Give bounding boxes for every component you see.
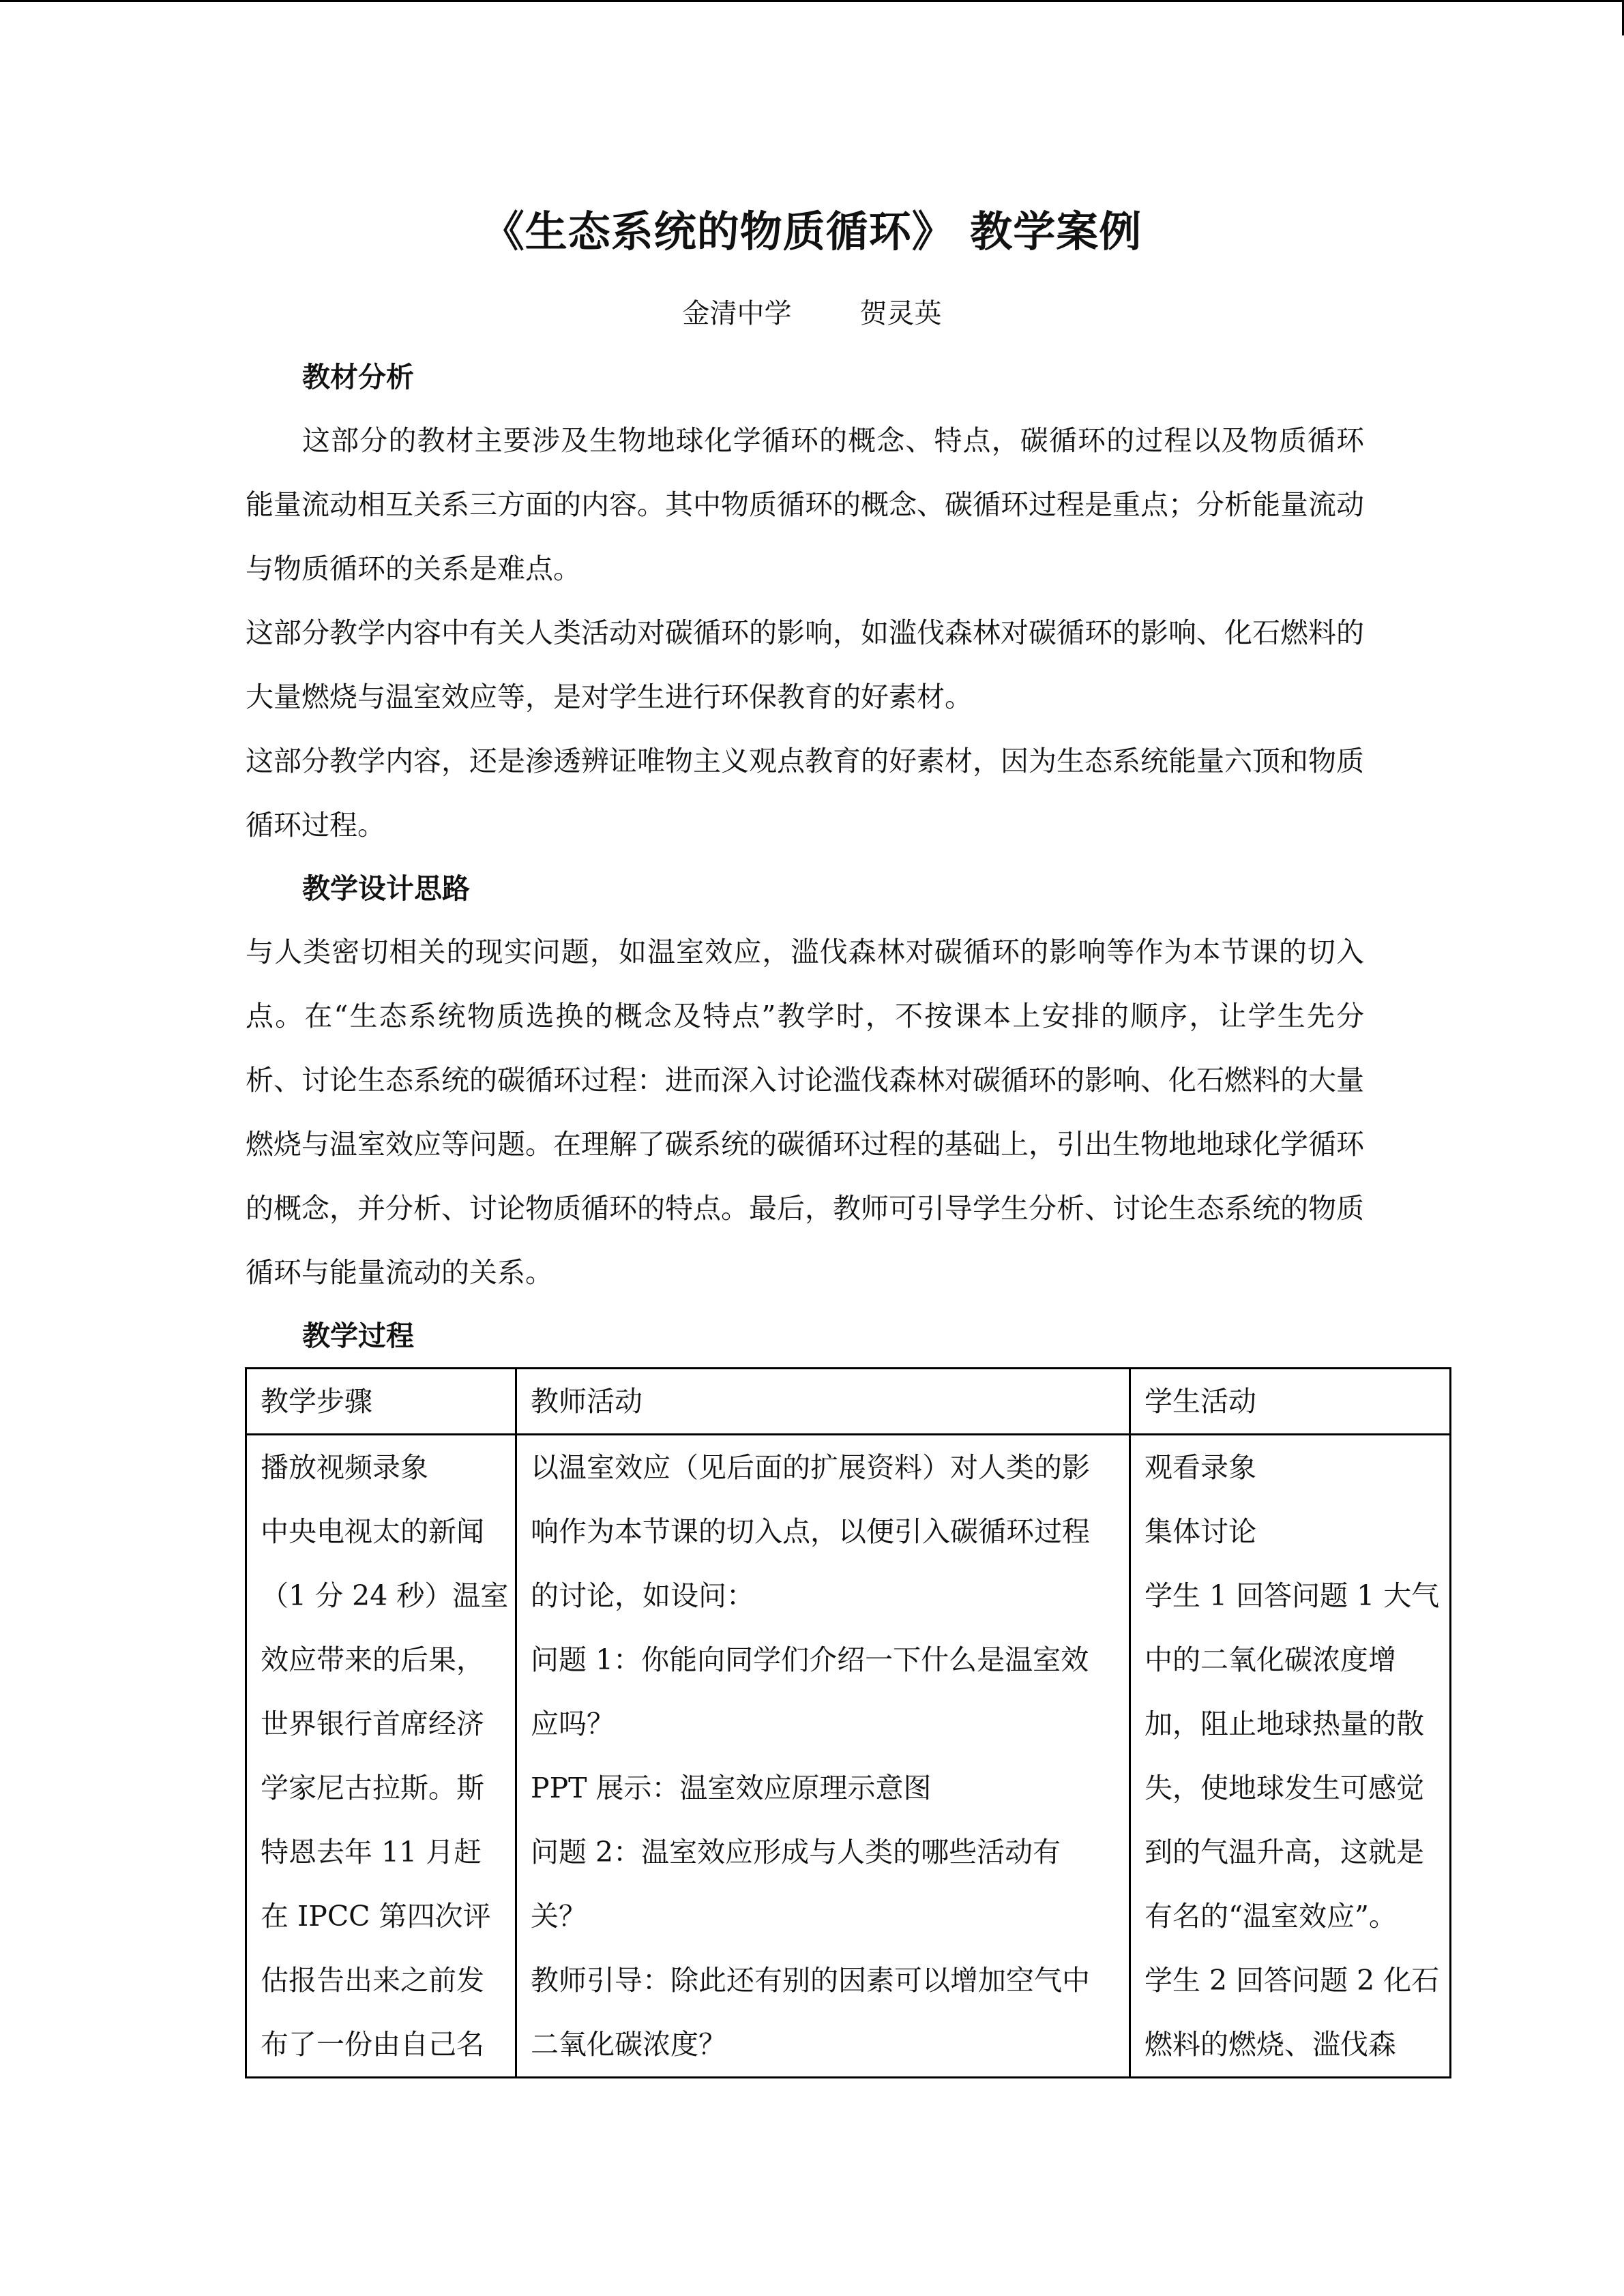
- step-line: 估报告出来之前发: [261, 1964, 484, 1997]
- teacher-line: 问题 2：温室效应形成与人类的哪些活动有: [531, 1836, 1061, 1868]
- step-line: （1 分 24 秒）温室: [261, 1579, 509, 1612]
- heading-process: 教学过程: [302, 1320, 414, 1352]
- step-line: 中央电视太的新闻: [261, 1515, 484, 1548]
- table-header-row: [246, 1369, 1451, 1435]
- table-row: [246, 1435, 1451, 2078]
- teacher-line: 教师引导：除此还有别的因素可以增加空气中: [531, 1964, 1090, 1997]
- step-line: 效应带来的后果，: [261, 1643, 484, 1676]
- author-line: [0, 295, 1624, 333]
- step-line: 布了一份由自己名: [261, 2028, 484, 2061]
- teacher-line: 的讨论，如设问：: [531, 1579, 754, 1612]
- teacher-line: 二氧化碳浓度？: [531, 2028, 726, 2061]
- header-student: 学生活动: [1130, 1369, 1451, 1435]
- teacher-line: 关？: [531, 1900, 587, 1933]
- step-line: 在 IPCC 第四次评: [261, 1900, 491, 1933]
- step-line: 播放视频录象: [261, 1451, 428, 1484]
- teacher-line: 响作为本节课的切入点，以便引入碳循环过程: [531, 1515, 1090, 1548]
- header-teacher: 教师活动: [516, 1369, 1130, 1435]
- page-title: 《生态系统的物质循环》 教学案例: [482, 207, 1142, 256]
- analysis-paragraph-1: 这部分的教材主要涉及生物地球化学循环的概念、特点，碳循环的过程以及物质循环能量流动相互关系三方面的内容。其中物质循环的概念、碳循环过程是重点；分析能量流动与物质循环的关系是难点。: [246, 424, 1364, 585]
- page-top-border: [0, 0, 1624, 2]
- header-step: 教学步骤: [246, 1369, 516, 1435]
- step-line: 世界银行首席经济: [261, 1708, 484, 1740]
- student-line: 集体讨论: [1145, 1515, 1256, 1548]
- step-line: 特恩去年 11 月赶: [261, 1836, 482, 1868]
- student-line: 学生 1 回答问题 1 大气: [1145, 1579, 1440, 1612]
- heading-design: 教学设计思路: [302, 872, 470, 905]
- student-line: 有名的“温室效应”。: [1145, 1900, 1397, 1933]
- heading-analysis: 教材分析: [302, 361, 414, 393]
- teacher-line: PPT 展示：温室效应原理示意图: [531, 1772, 932, 1804]
- student-cell: [1130, 1435, 1451, 2078]
- student-line: 学生 2 回答问题 2 化石: [1145, 1964, 1440, 1997]
- student-line: 到的气温升高，这就是: [1145, 1836, 1424, 1868]
- design-paragraph: 与人类密切相关的现实问题，如温室效应，滥伐森林对碳循环的影响等作为本节课的切入点。在“生态系统物质选换的概念及特点”教学时，不按课本上安排的顺序，让学生先分析、讨论生态系统的碳循环过程：进而深入讨论滥伐森林对碳循环的影响、化石燃料的大量燃烧与温室效应等问题。在理解了碳系统的碳循环过程的基础上，引出生物地地球化学循环的概念，并分析、讨论物质循环的特点。最后，教师可引导学生分析、讨论生态系统的物质循环与能量流动的关系。: [246, 936, 1364, 1289]
- teaching-process-table: [245, 1367, 1451, 2078]
- teacher-line: 应吗？: [531, 1708, 615, 1740]
- teacher-cell: [516, 1435, 1130, 2078]
- student-line: 燃料的燃烧、滥伐森: [1145, 2028, 1396, 2061]
- step-cell: [246, 1435, 516, 2078]
- teacher-line: 问题 1：你能向同学们介绍一下什么是温室效: [531, 1643, 1089, 1676]
- teacher-line: 以温室效应（见后面的扩展资料）对人类的影: [531, 1451, 1090, 1484]
- step-line: 学家尼古拉斯。斯: [261, 1772, 484, 1804]
- author-name: 贺灵英: [859, 298, 942, 329]
- student-line: 失，使地球发生可感觉: [1145, 1772, 1424, 1804]
- author-school: 金清中学: [682, 298, 792, 329]
- analysis-paragraph-3: 这部分教学内容，还是渗透辨证唯物主义观点教育的好素材，因为生态系统能量六顶和物质循环过程。: [246, 745, 1364, 841]
- analysis-paragraph-2: 这部分教学内容中有关人类活动对碳循环的影响，如滥伐森林对碳循环的影响、化石燃料的大量燃烧与温室效应等，是对学生进行环保教育的好素材。: [246, 616, 1364, 713]
- student-line: 观看录象: [1145, 1451, 1256, 1484]
- student-line: 中的二氧化碳浓度增: [1145, 1643, 1396, 1676]
- student-line: 加，阻止地球热量的散: [1145, 1708, 1424, 1740]
